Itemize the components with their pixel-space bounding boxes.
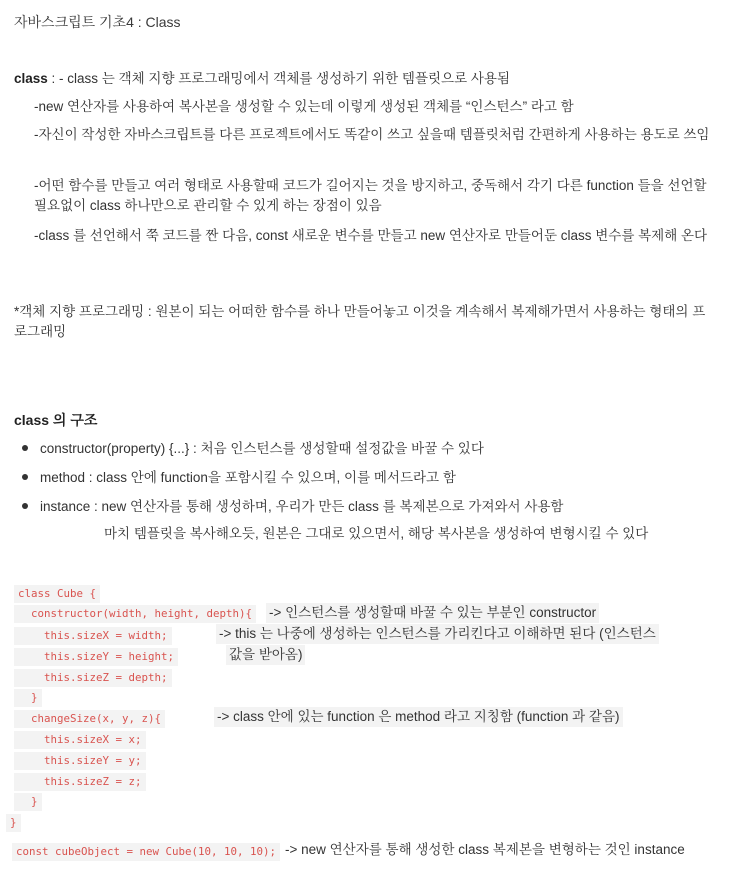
- oop-note: *객체 지향 프로그래밍 : 원본이 되는 어떠한 함수를 하나 만들어놓고 이것을 계속해서 복제해가면서 사용하는 형태의 프로그래밍: [14, 304, 706, 339]
- code-line-close-method: }: [14, 793, 42, 811]
- code-line-sizey-height: this.sizeY = height;: [14, 648, 178, 666]
- point-avoid-long-code: -어떤 함수를 만들고 여러 형태로 사용할때 코드가 길어지는 것을 방지하고, 중독해서 각기 다른 function 들을 선언할 필요없이 class 하나만으로 관리할 수 있게 하는 장점이 있음: [34, 178, 707, 213]
- point-declare-and-clone: -class 를 선언해서 쭉 코드를 짠 다음, const 새로운 변수를 만들고 new 연산자로 만들어둔 class 변수를 복제해 온다: [34, 228, 708, 243]
- code-line-instance: const cubeObject = new Cube(10, 10, 10);: [12, 843, 280, 861]
- code-line-constructor: constructor(width, height, depth){: [14, 605, 256, 623]
- code-line-changesize: changeSize(x, y, z){: [14, 710, 165, 728]
- bullet-instance-text: instance : new 연산자를 통해 생성하며, 우리가 만든 class 를 복제본으로 가져와서 사용함: [40, 499, 564, 514]
- structure-heading: class 의 구조: [14, 412, 98, 428]
- point-template-usage: -자신이 작성한 자바스크립트를 다른 프로젝트에서도 똑같이 쓰고 싶을때 템플릿처럼 간편하게 사용하는 용도로 쓰임: [34, 127, 710, 142]
- annotation-method: -> class 안에 있는 function 은 method 라고 지칭함 (function 과 같음): [214, 707, 623, 727]
- bullet-constructor: [22, 439, 484, 459]
- bullet-constructor-text: constructor(property) {...} : 처음 인스턴스를 생성할때 설정값을 바꿀 수 있다: [40, 441, 484, 456]
- instance-continued: 마치 템플릿을 복사해오듯, 원본은 그대로 있으면서, 해당 복사본을 생성하여 변형시킬 수 있다: [104, 526, 649, 541]
- bullet-dot-icon: [22, 474, 28, 480]
- code-line-sizex-width: this.sizeX = width;: [14, 627, 172, 645]
- annotation-instance: -> new 연산자를 통해 생성한 class 복제본을 변형하는 것인 instance: [285, 842, 685, 857]
- code-line-sizez-z: this.sizeZ = z;: [14, 773, 146, 791]
- intro-keyword: class: [14, 71, 48, 86]
- code-line-sizez-depth: this.sizeZ = depth;: [14, 669, 172, 687]
- page-title: 자바스크립트 기초4 : Class: [14, 14, 181, 30]
- code-line-sizex-x: this.sizeX = x;: [14, 731, 146, 749]
- bullet-method: [22, 468, 456, 488]
- annotation-constructor: -> 인스턴스를 생성할때 바꿀 수 있는 부분인 constructor: [266, 603, 599, 623]
- intro-line: [14, 69, 510, 89]
- annotation-this-2: 값을 받아옴): [226, 645, 305, 665]
- bullet-instance: [22, 497, 563, 517]
- code-line-close-constructor: }: [14, 689, 42, 707]
- intro-text: : - class 는 객체 지향 프로그래밍에서 객체를 생성하기 위한 템플릿으로 사용됨: [47, 71, 510, 86]
- point-new-operator: -new 연산자를 사용하여 복사본을 생성할 수 있는데 이렇게 생성된 객체를 “인스턴스” 라고 함: [34, 99, 574, 114]
- code-line-sizey-y: this.sizeY = y;: [14, 752, 146, 770]
- bullet-method-text: method : class 안에 function을 포함시킬 수 있으며, 이를 메서드라고 함: [40, 470, 456, 485]
- annotation-this-1: -> this 는 나중에 생성하는 인스턴스를 가리킨다고 이해하면 된다 (인스턴스: [216, 624, 659, 644]
- bullet-dot-icon: [22, 503, 28, 509]
- bullet-dot-icon: [22, 445, 28, 451]
- code-line-close-class: }: [6, 814, 21, 832]
- code-line-class: class Cube {: [14, 585, 100, 603]
